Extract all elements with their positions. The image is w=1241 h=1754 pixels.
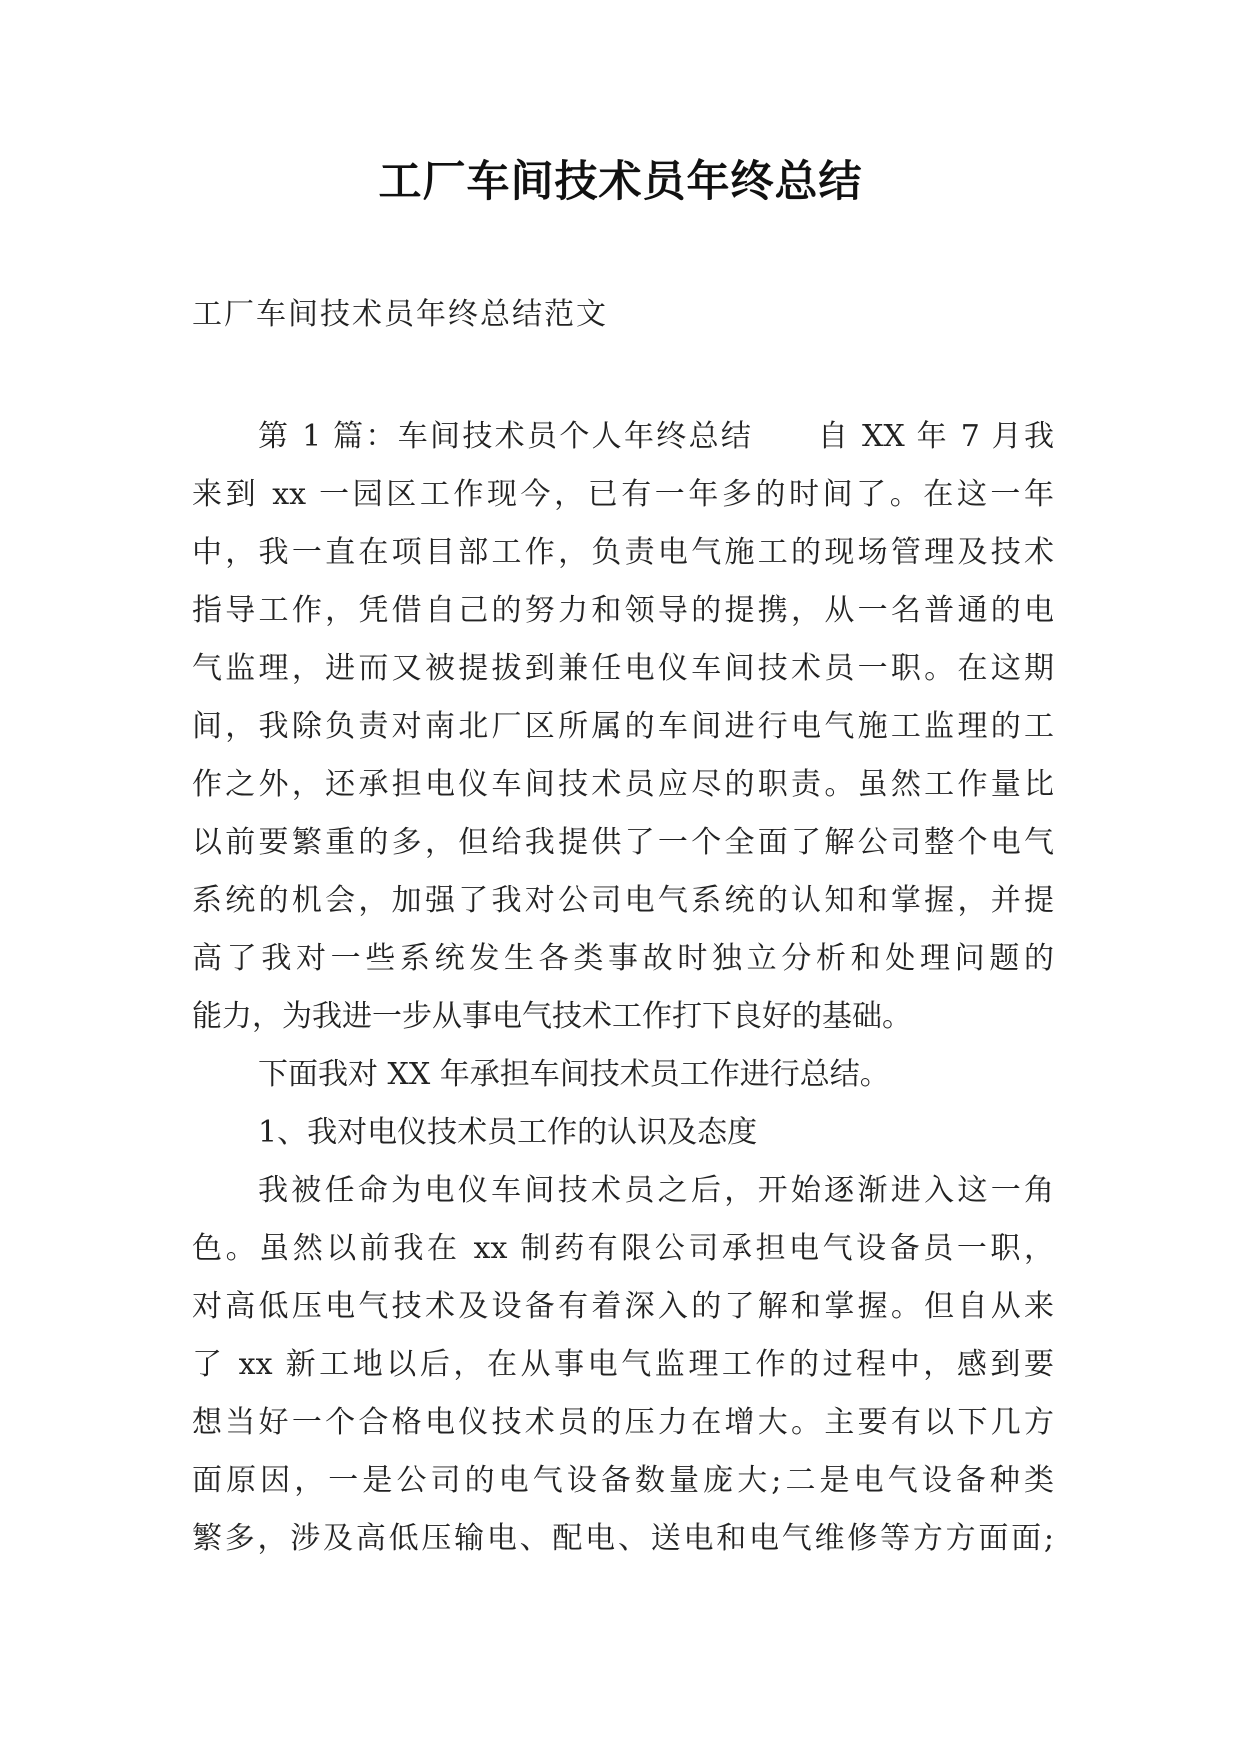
section-heading: 1、我对电仪技术员工作的认识及态度 xyxy=(258,1115,758,1150)
body-line: 间，我除负责对南北厂区所属的车间进行电气施工监理的工 xyxy=(192,709,1054,744)
body-line: 系统的机会，加强了我对公司电气系统的认知和掌握，并提 xyxy=(192,883,1054,918)
body-line: 作之外，还承担电仪车间技术员应尽的职责。虽然工作量比 xyxy=(192,767,1054,802)
body-line: 我被任命为电仪车间技术员之后，开始逐渐进入这一角 xyxy=(258,1173,1054,1208)
body-line: 来到 xx 一园区工作现今，已有一年多的时间了。在这一年 xyxy=(192,477,1054,512)
body-line: 对高低压电气技术及设备有着深入的了解和掌握。但自从来 xyxy=(192,1289,1054,1324)
body-line: 下面我对 XX 年承担车间技术员工作进行总结。 xyxy=(258,1057,890,1092)
document-subtitle: 工厂车间技术员年终总结范文 xyxy=(192,297,608,332)
document-title: 工厂车间技术员年终总结 xyxy=(378,157,863,207)
body-line: 能力，为我进一步从事电气技术工作打下良好的基础。 xyxy=(192,999,912,1034)
body-line: 繁多，涉及高低压输电、配电、送电和电气维修等方方面面; xyxy=(192,1521,1054,1556)
body-line: 高了我对一些系统发生各类事故时独立分析和处理问题的 xyxy=(192,941,1054,976)
body-line: 色。虽然以前我在 xx 制药有限公司承担电气设备员一职， xyxy=(192,1231,1054,1266)
body-line: 第 1 篇：车间技术员个人年终总结 自 XX 年 7 月我 xyxy=(258,419,1054,454)
body-line: 指导工作，凭借自己的努力和领导的提携，从一名普通的电 xyxy=(192,593,1054,628)
body-line: 了 xx 新工地以后，在从事电气监理工作的过程中，感到要 xyxy=(192,1347,1054,1382)
body-line: 中，我一直在项目部工作，负责电气施工的现场管理及技术 xyxy=(192,535,1054,570)
body-line: 气监理，进而又被提拔到兼任电仪车间技术员一职。在这期 xyxy=(192,651,1054,686)
document-body xyxy=(192,408,1054,1568)
body-line: 以前要繁重的多，但给我提供了一个全面了解公司整个电气 xyxy=(192,825,1054,860)
body-line: 面原因，一是公司的电气设备数量庞大;二是电气设备种类 xyxy=(192,1463,1054,1498)
body-line: 想当好一个合格电仪技术员的压力在增大。主要有以下几方 xyxy=(192,1405,1054,1440)
